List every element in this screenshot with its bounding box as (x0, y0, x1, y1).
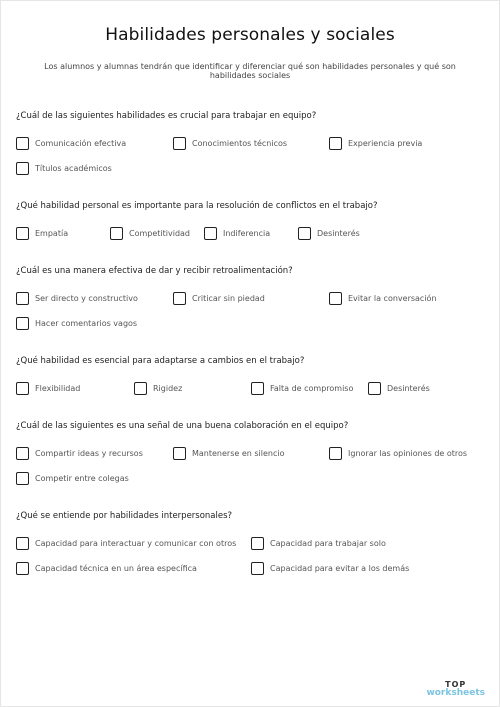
option-q5-2[interactable]: Mantenerse en silencio (173, 444, 285, 462)
checkbox[interactable] (16, 227, 29, 240)
option-q4-2[interactable]: Rigidez (134, 379, 182, 397)
checkbox[interactable] (251, 382, 264, 395)
option-q3-4[interactable]: Hacer comentarios vagos (16, 314, 137, 332)
option-q4-1[interactable]: Flexibilidad (16, 379, 80, 397)
checkbox[interactable] (173, 137, 186, 150)
checkbox[interactable] (16, 447, 29, 460)
option-q6-1[interactable]: Capacidad para interactuar y comunicar con otros (16, 534, 236, 552)
option-q5-1[interactable]: Compartir ideas y recursos (16, 444, 143, 462)
page-title: Habilidades personales y sociales (105, 25, 395, 45)
checkbox[interactable] (16, 137, 29, 150)
checkbox[interactable] (298, 227, 311, 240)
checkbox[interactable] (173, 447, 186, 460)
checkbox[interactable] (251, 537, 264, 550)
option-q2-4[interactable]: Desinterés (298, 224, 360, 242)
option-q3-3[interactable]: Evitar la conversación (329, 289, 437, 307)
logo-bottom-text: worksheets (426, 688, 485, 698)
checkbox[interactable] (16, 537, 29, 550)
option-q5-4[interactable]: Competir entre colegas (16, 469, 129, 487)
checkbox[interactable] (204, 227, 217, 240)
checkbox[interactable] (251, 562, 264, 575)
question-5: ¿Cuál de las siguientes es una señal de una buena colaboración en el equipo? (16, 421, 349, 431)
checkbox[interactable] (134, 382, 147, 395)
checkbox[interactable] (329, 292, 342, 305)
question-2: ¿Qué habilidad personal es importante para la resolución de conflictos en el trabajo? (16, 201, 378, 211)
checkbox[interactable] (173, 292, 186, 305)
option-q6-4[interactable]: Capacidad para evitar a los demás (251, 559, 409, 577)
checkbox[interactable] (329, 447, 342, 460)
option-q2-3[interactable]: Indiferencia (204, 224, 270, 242)
checkbox[interactable] (16, 292, 29, 305)
checkbox[interactable] (16, 317, 29, 330)
option-q2-2[interactable]: Competitividad (110, 224, 190, 242)
option-q1-3[interactable]: Experiencia previa (329, 134, 422, 152)
question-6: ¿Qué se entiende por habilidades interpersonales? (16, 511, 233, 521)
option-q3-1[interactable]: Ser directo y constructivo (16, 289, 138, 307)
checkbox[interactable] (16, 382, 29, 395)
option-q1-2[interactable]: Conocimientos técnicos (173, 134, 287, 152)
checkbox[interactable] (16, 162, 29, 175)
option-q3-2[interactable]: Criticar sin piedad (173, 289, 265, 307)
option-q4-4[interactable]: Desinterés (368, 379, 430, 397)
question-1: ¿Cuál de las siguientes habilidades es crucial para trabajar en equipo? (16, 111, 317, 121)
checkbox[interactable] (329, 137, 342, 150)
logo-top-text: TOP (445, 680, 467, 689)
checkbox[interactable] (16, 562, 29, 575)
option-q2-1[interactable]: Empatía (16, 224, 68, 242)
checkbox[interactable] (16, 472, 29, 485)
checkbox[interactable] (110, 227, 123, 240)
option-q6-2[interactable]: Capacidad para trabajar solo (251, 534, 386, 552)
question-3: ¿Cuál es una manera efectiva de dar y recibir retroalimentación? (16, 266, 293, 276)
option-q1-4[interactable]: Títulos académicos (16, 159, 112, 177)
topworksheets-logo (426, 680, 485, 698)
option-q6-3[interactable]: Capacidad técnica en un área específica (16, 559, 197, 577)
checkbox[interactable] (368, 382, 381, 395)
option-q1-1[interactable]: Comunicación efectiva (16, 134, 126, 152)
option-q5-3[interactable]: Ignorar las opiniones de otros (329, 444, 467, 462)
option-q4-3[interactable]: Falta de compromiso (251, 379, 353, 397)
question-4: ¿Qué habilidad es esencial para adaptarse a cambios en el trabajo? (16, 356, 305, 366)
page-subtitle: Los alumnos y alumnas tendrán que identificar y diferenciar qué son habilidades personales y qué son habilidades sociales (44, 62, 456, 80)
